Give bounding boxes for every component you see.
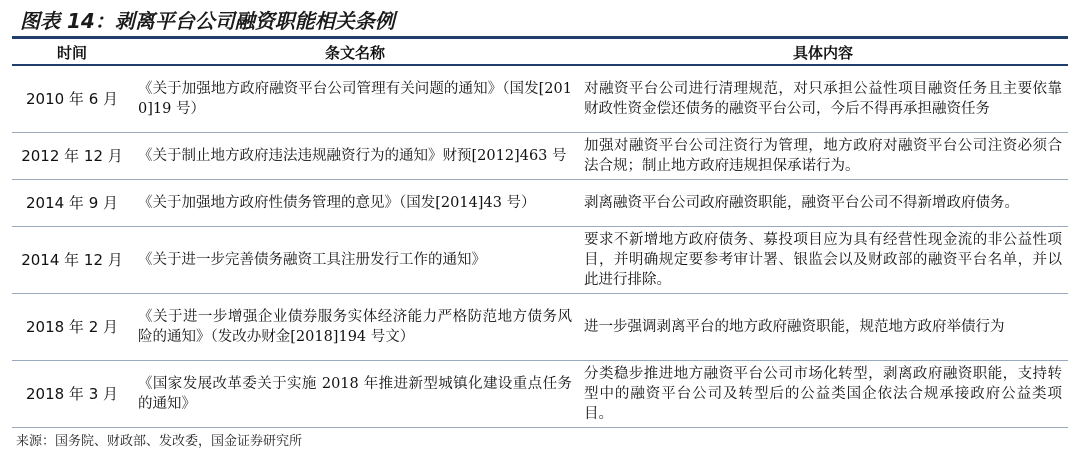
row-content: 对融资平台公司进行清理规范，对只承担公益性项目融资任务且主要依靠财政性资金偿还债务的融资平台公司，今后不得再承担融资任务	[578, 65, 1068, 133]
row-time: 2010 年 6 月	[12, 65, 132, 133]
row-title: 《国家发展改革委关于实施 2018 年推进新型城镇化建设重点任务的通知》	[132, 361, 578, 428]
table-row	[12, 294, 1068, 361]
row-title: 《关于制止地方政府违法违规融资行为的通知》财预[2012]463 号	[132, 133, 578, 180]
row-title: 《关于加强地方政府性债务管理的意见》（国发[2014]43 号）	[132, 180, 578, 227]
row-content: 分类稳步推进地方融资平台公司市场化转型，剥离政府融资职能，支持转型中的融资平台公司及转型后的公益类国企依法合规承接政府公益类项目。	[578, 361, 1068, 428]
header-title: 条文名称	[132, 40, 578, 65]
row-content: 剥离融资平台公司政府融资职能，融资平台公司不得新增政府债务。	[578, 180, 1068, 227]
table-row	[12, 65, 1068, 133]
row-title: 《关于加强地方政府融资平台公司管理有关问题的通知》（国发[2010]19 号）	[132, 65, 578, 133]
row-time: 2014 年 12 月	[12, 227, 132, 294]
row-content: 要求不新增地方政府债务、募投项目应为具有经营性现金流的非公益性项目，并明确规定要参考审计署、银监会以及财政部的融资平台名单，并以此进行排除。	[578, 227, 1068, 294]
table-row	[12, 133, 1068, 180]
row-time: 2014 年 9 月	[12, 180, 132, 227]
caption-rule	[12, 36, 1068, 39]
table-row	[12, 180, 1068, 227]
regulations-table	[12, 40, 1068, 428]
row-time: 2018 年 2 月	[12, 294, 132, 361]
row-time: 2018 年 3 月	[12, 361, 132, 428]
row-title: 《关于进一步增强企业债券服务实体经济能力严格防范地方债务风险的通知》（发改办财金[2018]194 号文）	[132, 294, 578, 361]
source-note: 来源：国务院、财政部、发改委，国金证券研究所	[16, 434, 303, 449]
table-row	[12, 227, 1068, 294]
row-content: 加强对融资平台公司注资行为管理，地方政府对融资平台公司注资必须合法合规；制止地方政府违规担保承诺行为。	[578, 133, 1068, 180]
row-time: 2012 年 12 月	[12, 133, 132, 180]
row-title: 《关于进一步完善债务融资工具注册发行工作的通知》	[132, 227, 578, 294]
figure-caption: 图表 14：剥离平台公司融资职能相关条例	[20, 9, 395, 33]
table-header-row	[12, 40, 1068, 65]
header-content: 具体内容	[578, 40, 1068, 65]
header-time: 时间	[12, 40, 132, 65]
table-row	[12, 361, 1068, 428]
row-content: 进一步强调剥离平台的地方政府融资职能，规范地方政府举债行为	[578, 294, 1068, 361]
